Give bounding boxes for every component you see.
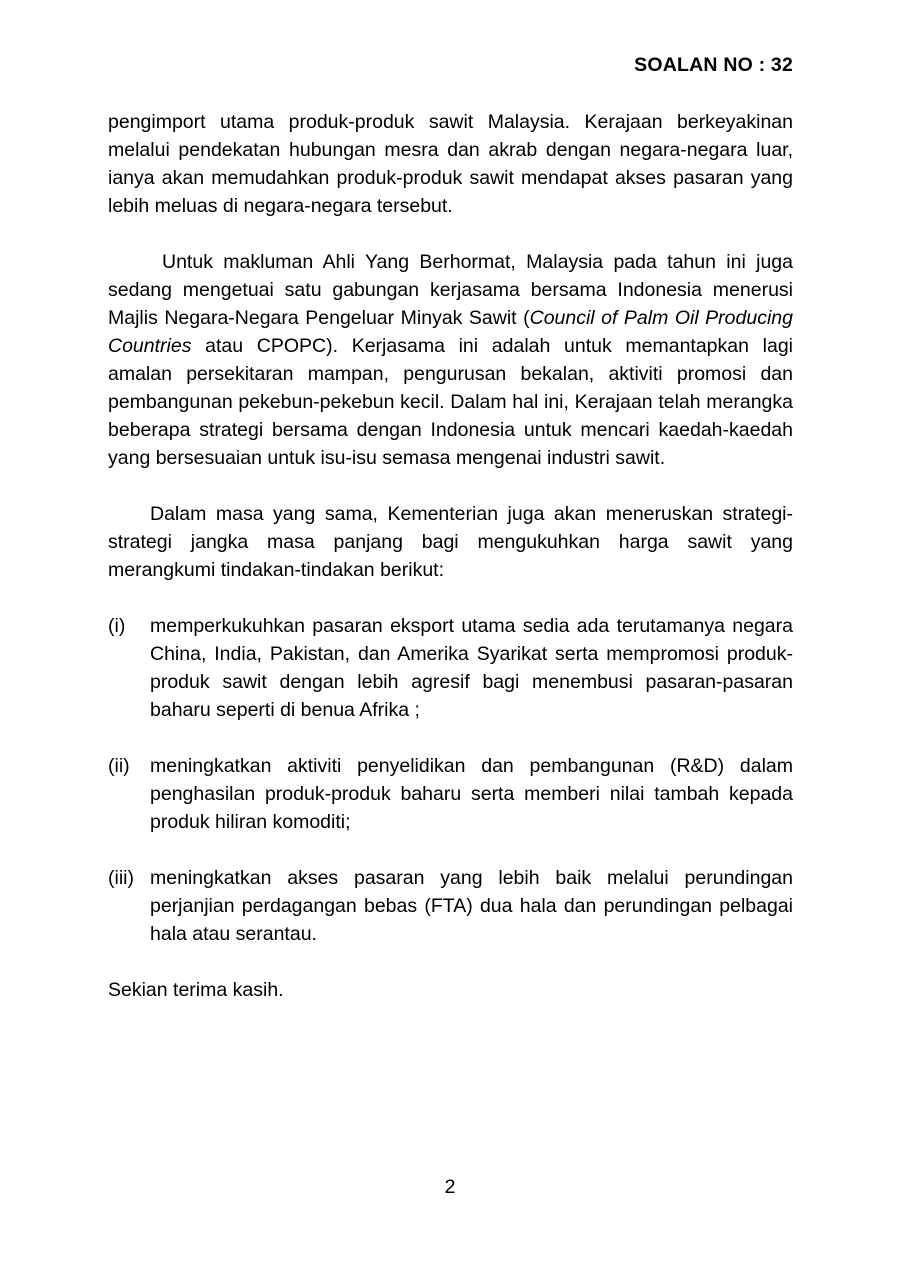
- paragraph-2-text-end: atau CPOPC). Kerjasama ini adalah untuk memantapkan lagi amalan persekitaran mampan, pengurusan bekalan, aktiviti promosi dan pembangunan pekebun-pekebun kecil. Dalam hal ini, Kerajaan telah merangka beberapa strategi bersama dengan Indonesia untuk mencari kaedah-kaedah yang bersesuaian untuk isu-isu semasa mengenai industri sawit.: [108, 335, 793, 469]
- paragraph-2-italic-term: Council of Palm Oil Producing Countries: [108, 307, 793, 357]
- list-item: [108, 864, 793, 948]
- list-item-text: memperkukuhkan pasaran eksport utama sedia ada terutamanya negara China, India, Pakistan, dan Amerika Syarikat serta mempromosi produk-produk sawit dengan lebih agresif bagi menembusi pasaran-pasaran baharu seperti di benua Afrika ;: [150, 615, 793, 721]
- list-item: [108, 612, 793, 724]
- closing-line: Sekian terima kasih.: [108, 979, 284, 1001]
- paragraph-2: [108, 248, 793, 472]
- document-body: [108, 108, 793, 1004]
- question-number-header: SOALAN NO : 32: [634, 54, 793, 76]
- list-item-number: (ii): [108, 755, 130, 777]
- paragraph-2-text-start: Untuk makluman Ahli Yang Berhormat, Malaysia pada tahun ini juga sedang mengetuai satu gabungan kerjasama bersama Indonesia menerusi Majlis Negara-Negara Pengeluar Minyak Sawit (: [108, 251, 793, 329]
- list-item-text: meningkatkan akses pasaran yang lebih baik melalui perundingan perjanjian perdagangan bebas (FTA) dua hala dan perundingan pelbagai hala atau serantau.: [150, 867, 793, 945]
- list-item-text: meningkatkan aktiviti penyelidikan dan pembangunan (R&D) dalam penghasilan produk-produk baharu serta memberi nilai tambah kepada produk hiliran komoditi;: [150, 755, 793, 833]
- list-item-number: (i): [108, 615, 126, 637]
- list-item: [108, 752, 793, 836]
- list-item-number: (iii): [108, 867, 134, 889]
- paragraph-3: Dalam masa yang sama, Kementerian juga akan meneruskan strategi-strategi jangka masa panjang bagi mengukuhkan harga sawit yang merangkumi tindakan-tindakan berikut:: [108, 503, 793, 581]
- page-number: 2: [444, 1176, 456, 1198]
- paragraph-1: pengimport utama produk-produk sawit Malaysia. Kerajaan berkeyakinan melalui pendekatan hubungan mesra dan akrab dengan negara-negara luar, ianya akan memudahkan produk-produk sawit mendapat akses pasaran yang lebih meluas di negara-negara tersebut.: [108, 111, 793, 217]
